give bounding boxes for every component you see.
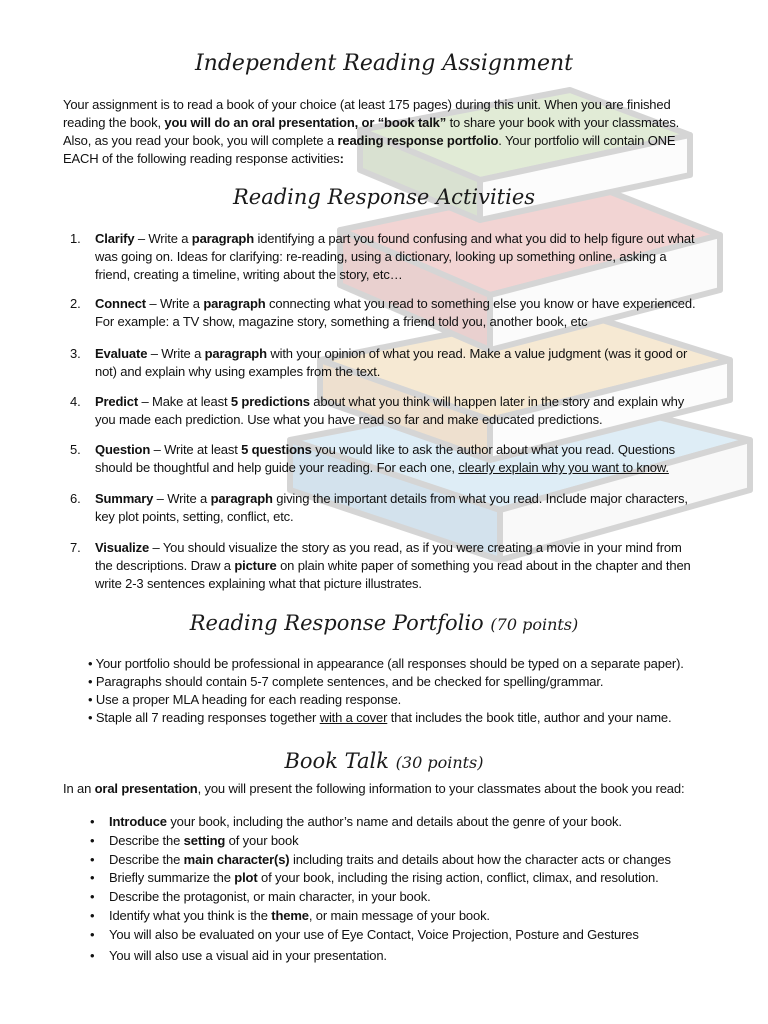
portfolio-item-1: • Your portfolio should be professional in appearance (all responses should be typed on a separate paper). — [88, 656, 684, 671]
portfolio-heading: Reading Response Portfolio (70 points) — [189, 611, 579, 635]
page-title: Independent Reading Assignment — [194, 51, 574, 76]
portfolio-item-3: • Use a proper MLA heading for each reading response. — [88, 692, 402, 707]
intro-paragraph: Your assignment is to read a book of your choice (at least 175 pages) during this unit. When you are finished reading the book, you will do an oral presentation, or “book talk” to share your book with your classmates. Also, as you read your book, you will complete a reading response portfolio. Your portfolio will contain ONE EACH of the following reading response activities: — [63, 97, 680, 166]
booktalk-heading: Book Talk (30 points) — [284, 749, 484, 773]
portfolio-item-2: • Paragraphs should contain 5-7 complete sentences, and be checked for spelling/grammar. — [88, 674, 604, 689]
booktalk-intro: In an oral presentation, you will present the following information to your classmates about the book you read: — [63, 781, 685, 796]
activities-heading: Reading Response Activities — [232, 185, 536, 209]
portfolio-item-4: • Staple all 7 reading responses together with a cover that includes the book title, author and your name. — [88, 710, 672, 725]
